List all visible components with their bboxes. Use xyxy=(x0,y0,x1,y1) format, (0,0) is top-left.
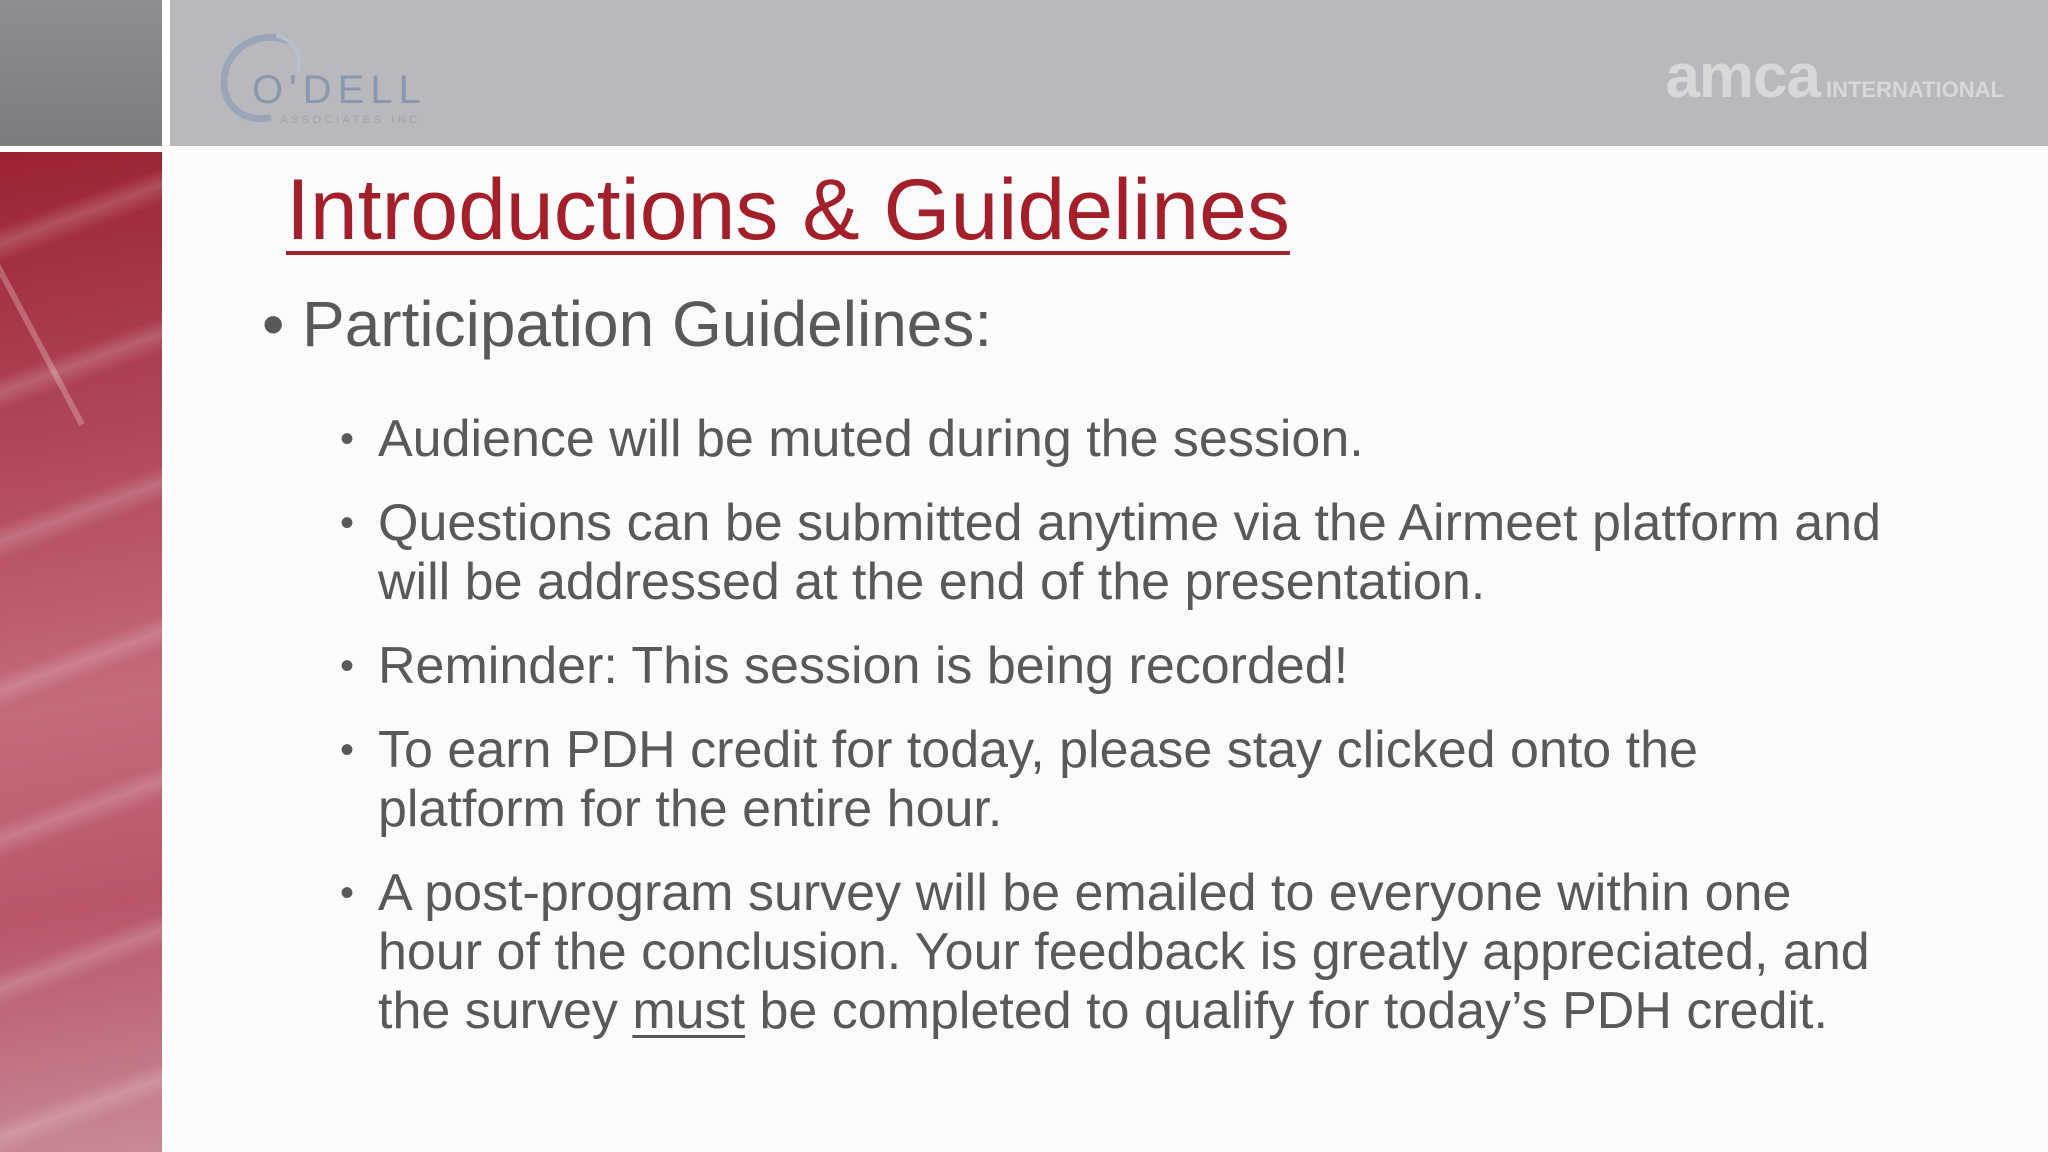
list-item xyxy=(340,721,1900,839)
odell-logo xyxy=(216,30,456,130)
list-item xyxy=(340,637,1900,696)
bullet-dot: • xyxy=(262,288,285,360)
bullet-dot: • xyxy=(340,501,355,545)
list-item-emphasis: must xyxy=(632,982,746,1040)
heading-bullet xyxy=(262,284,992,364)
bullet-dot: • xyxy=(340,728,355,772)
odell-logo-subtitle: ASSOCIATES INC. xyxy=(280,114,428,126)
guidelines-list xyxy=(340,410,1900,1066)
strip-highlight-line xyxy=(0,194,85,426)
slide-title: Introductions & Guidelines xyxy=(286,162,1290,258)
bullet-dot: • xyxy=(340,871,355,915)
bullet-dot: • xyxy=(340,644,355,688)
amca-logo xyxy=(1665,42,2004,111)
list-item-text-before: A post-program survey will be emailed to everyone within one hour of the conclusion. Your feedback is greatly appreciated, and the survey xyxy=(378,864,1870,1040)
list-item xyxy=(340,410,1900,469)
amca-logo-suffix: INTERNATIONAL xyxy=(1825,77,2004,102)
amca-logo-name: amca xyxy=(1665,42,1820,111)
header-corner-block xyxy=(0,0,162,146)
heading-bullet-text: Participation Guidelines: xyxy=(302,288,993,360)
header-divider xyxy=(0,146,2048,152)
side-decorative-strip xyxy=(0,152,162,1152)
side-divider xyxy=(162,0,170,1152)
list-item-text: To earn PDH credit for today, please stay clicked onto the platform for the entire hour. xyxy=(378,721,1698,838)
list-item-text: Reminder: This session is being recorded! xyxy=(378,637,1349,695)
list-item xyxy=(340,864,1900,1041)
list-item-text: Audience will be muted during the session. xyxy=(378,410,1364,468)
odell-logo-name: O'DELL xyxy=(252,68,427,112)
list-item-text: Questions can be submitted anytime via the Airmeet platform and will be addressed at the end of the presentation. xyxy=(378,494,1881,611)
list-item xyxy=(340,494,1900,612)
list-item-text-after: be completed to qualify for today’s PDH credit. xyxy=(745,982,1828,1040)
bullet-dot: • xyxy=(340,417,355,461)
